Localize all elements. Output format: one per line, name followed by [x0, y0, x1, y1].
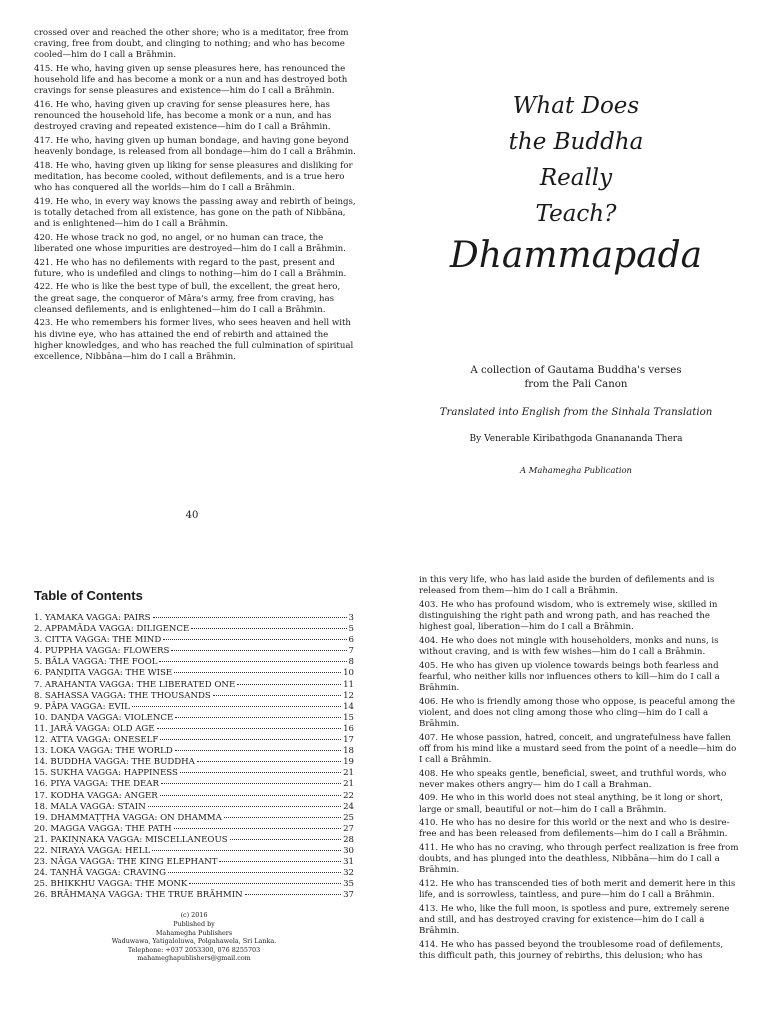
toc-leader-dots [180, 772, 341, 773]
toc-leader-dots [189, 883, 341, 884]
verse: 407. He whose passion, hatred, conceit, and ungratefulness have fallen off from his mind like a mustard seed from the point of a needle—him do I call a Brāhmin. [419, 732, 737, 765]
translated-note: Translated into English from the Sinhala Translation [439, 407, 713, 418]
colophon-line: Mahamegha Publishers [155, 928, 233, 937]
toc-entry-page: 5 [348, 624, 354, 635]
toc-entry[interactable] [34, 846, 354, 857]
toc-leader-dots [161, 783, 341, 784]
verse: 416. He who, having given up craving for sense pleasures here, has renounced the household life, has become a monk or a nun, and has destroyed craving and repeated existence—him do I call a Brāhmin. [34, 100, 332, 133]
verse: 417. He who, having given up human bondage, and having gone beyond heavenly bondage, is released from all bondage—him do I call a Brāhmin. [34, 136, 356, 158]
verse-list [34, 28, 356, 363]
toc-entry[interactable] [34, 813, 354, 824]
toc-entry-label: 3. CITTA VAGGA: THE MIND [34, 635, 162, 646]
toc-entry[interactable] [34, 702, 354, 713]
verse: 410. He who has no desire for this world or the next and who is desire-free and has been released from defilements—him do I call a Brāhmin. [419, 818, 730, 840]
toc-entry-label: 10. DAṆḌA VAGGA: VIOLENCE [34, 712, 174, 723]
main-title: Dhammapada [449, 235, 703, 276]
toc-entry-page: 32 [343, 868, 354, 879]
toc-entry-page: 12 [343, 690, 354, 701]
toc-entry[interactable] [34, 613, 354, 624]
author-line: By Venerable Kiribathgoda Gnanananda Thera [469, 434, 683, 444]
toc-leader-dots [163, 639, 346, 640]
toc-entry-page: 25 [343, 812, 354, 823]
toc-list [34, 613, 354, 901]
verse: 403. He who has profound wisdom, who is extremely wise, skilled in distinguishing the right path and wrong path, and has reached the highest goal, liberation—him do I call a Brāhmin. [419, 599, 718, 633]
cover-title-line: Really [539, 165, 613, 191]
toc-entry[interactable] [34, 890, 354, 901]
verse: 406. He who is friendly among those who oppose, is peaceful among the violent, and does not cling among those who cling—him do I call a Brāhmin. [419, 696, 736, 729]
verse: 422. He who is like the best type of bull, the excellent, the great hero, the great sage, the conqueror of Māra's army, free from craving, has cleansed defilements, and is enlightened—him do I call a Brāhmin. [34, 282, 341, 315]
toc-entry-page: 24 [343, 801, 354, 812]
toc-entry-label: 16. PIYA VAGGA: THE DEAR [34, 779, 159, 790]
toc-entry-page: 19 [343, 757, 354, 768]
toc-entry-page: 27 [343, 823, 354, 834]
colophon-line: Telephone: +037 2053300, 076 8255703 [127, 945, 261, 954]
toc-entry[interactable] [34, 713, 354, 724]
toc-entry-page: 21 [343, 779, 354, 790]
toc-leader-dots [153, 617, 347, 618]
verse: 421. He who has no defilements with regard to the past, present and future, who is undefiled and clings to nothing—him do I call a Brāhmin. [34, 257, 347, 279]
subtitle-line-2: from the Pali Canon [524, 379, 628, 390]
cover-title-line: Teach? [535, 201, 617, 227]
toc-leader-dots [219, 861, 341, 862]
toc-entry-page: 37 [343, 890, 354, 901]
toc-entry[interactable] [34, 824, 354, 835]
toc-entry[interactable] [34, 735, 354, 746]
toc-entry-label: 11. JARĀ VAGGA: OLD AGE [34, 723, 155, 734]
toc-entry-label: 26. BRĀHMAṆA VAGGA: THE TRUE BRĀHMIN [34, 890, 243, 901]
toc-leader-dots [152, 850, 341, 851]
toc-entry[interactable] [34, 746, 354, 757]
toc-entry[interactable] [34, 724, 354, 735]
toc-entry-label: 6. PAṆḌITA VAGGA: THE WISE [34, 668, 173, 679]
toc-entry-label: 24. TAṆHĀ VAGGA: CRAVING [34, 868, 167, 879]
toc-entry-page: 17 [343, 735, 354, 746]
toc-entry-label: 8. SAHASSA VAGGA: THE THOUSANDS [34, 690, 211, 701]
toc-entry-label: 25. BHIKKHU VAGGA: THE MONK [34, 879, 188, 890]
toc-entry[interactable] [34, 757, 354, 768]
toc-heading: Table of Contents [34, 588, 143, 603]
toc-entry[interactable] [34, 879, 354, 890]
toc-entry-page: 14 [343, 701, 354, 712]
cover-title-line: What Does [512, 93, 640, 119]
toc-entry[interactable] [34, 768, 354, 779]
toc-entry[interactable] [34, 624, 354, 635]
toc-entry-label: 1. YAMAKA VAGGA: PAIRS [34, 613, 151, 623]
table-of-contents-page [0, 560, 384, 1024]
toc-entry[interactable] [34, 857, 354, 868]
toc-entry-label: 15. SUKHA VAGGA: HAPPINESS [34, 768, 178, 779]
toc-entry-label: 23. NĀGA VAGGA: THE KING ELEPHANT [34, 857, 218, 868]
toc-entry-page: 28 [343, 834, 354, 845]
toc-entry-page: 35 [343, 879, 354, 890]
toc-leader-dots [168, 872, 341, 873]
toc-entry[interactable] [34, 802, 354, 813]
verse: 413. He who, like the full moon, is spotless and pure, extremely serene and still, and has destroyed craving for existence—him do I call a Brāhmin. [419, 903, 730, 937]
toc-leader-dots [159, 661, 346, 662]
toc-entry-label: 14. BUDDHA VAGGA: THE BUDDHA [34, 757, 195, 768]
toc-leader-dots [174, 672, 341, 673]
toc-entry-label: 4. PUPPHA VAGGA: FLOWERS [34, 646, 170, 657]
verse: 420. He whose track no god, no angel, or no human can trace, the liberated one whose impurities are destroyed—him do I call a Brāhmin. [34, 232, 346, 254]
toc-leader-dots [171, 650, 346, 651]
toc-entry-label: 2. APPAMĀDA VAGGA: DILIGENCE [34, 624, 190, 635]
toc-entry-label: 20. MAGGA VAGGA: THE PATH [34, 823, 172, 834]
toc-entry[interactable] [34, 868, 354, 879]
toc-leader-dots [174, 828, 341, 829]
toc-leader-dots [197, 761, 341, 762]
verse: crossed over and reached the other shore; who is a meditator, free from craving, free from doubt, and clinging to nothing; and who has become cooled—him do I call a Brāhmin. [34, 28, 349, 61]
verse: 423. He who remembers his former lives, who sees heaven and hell with his divine eye, who has attained the end of rebirth and attained the higher knowledges, and who has reached the full culmination of spiritual excellence, Nibbāna—him do I call a Brāhmin. [34, 318, 354, 362]
toc-leader-dots [230, 839, 341, 840]
verse: 412. He who has transcended ties of both merit and demerit here in this life, and is sorrowless, taintless, and pure—him do I call a Brāhmin. [419, 878, 736, 901]
colophon-line: Waduwawa, Yatigaloluwa, Polgahawela, Sri Lanka. [111, 937, 277, 946]
toc-entry[interactable] [34, 646, 354, 657]
page-right [384, 565, 768, 1024]
toc-entry[interactable] [34, 779, 354, 790]
toc-entry-label: 12. ATTA VAGGA: ONESELF [34, 735, 159, 746]
toc-entry-label: 19. DHAMMAṬṬHA VAGGA: ON DHAMMA [34, 812, 222, 823]
toc-entry-label: 18. MALA VAGGA: STAIN [34, 801, 146, 812]
toc-entry[interactable] [34, 791, 354, 802]
verse: 409. He who in this world does not steal anything, be it long or short, large or small, beautiful or not—him do I call a Brāhmin. [419, 793, 723, 815]
toc-leader-dots [175, 750, 341, 751]
toc-entry[interactable] [34, 668, 354, 679]
toc-entry[interactable] [34, 835, 354, 846]
toc-entry[interactable] [34, 657, 354, 668]
toc-entry-page: 3 [348, 613, 354, 623]
toc-entry-label: 13. LOKA VAGGA: THE WORLD [34, 746, 173, 757]
verse: 411. He who has no craving, who through perfect realization is free from doubts, and has plunged into the deathless, Nibbāna—him do I call a Brāhmin. [419, 842, 739, 876]
colophon [34, 911, 354, 963]
toc-leader-dots [160, 739, 341, 740]
toc-entry-page: 10 [343, 668, 354, 679]
verse: 418. He who, having given up liking for sense pleasures and disliking for meditation, has become cooled, without defilements, and is a true hero who has conquered all the worlds—him do I call a Brāhmin. [34, 160, 353, 194]
toc-entry-label: 17. KODHA VAGGA: ANGER [34, 790, 158, 801]
page-number: 40 [185, 510, 199, 521]
toc-leader-dots [224, 817, 341, 818]
toc-entry-label: 21. PAKIṆṆAKA VAGGA: MISCELLANEOUS [34, 834, 228, 845]
toc-leader-dots [148, 806, 341, 807]
toc-entry[interactable] [34, 691, 354, 702]
toc-entry-page: 18 [343, 746, 354, 757]
cover-title-line: the Buddha [508, 129, 644, 155]
toc-entry-label: 5. BĀLA VAGGA: THE FOOL [34, 657, 158, 668]
toc-entry-page: 30 [343, 845, 354, 856]
toc-leader-dots [175, 717, 341, 718]
toc-entry-page: 16 [343, 723, 354, 734]
verse: 408. He who speaks gentle, beneficial, sweet, and truthful words, who never makes others angry— him do I call a Brahman. [419, 768, 727, 790]
toc-entry[interactable] [34, 635, 354, 646]
toc-leader-dots [191, 628, 346, 629]
toc-leader-dots [160, 795, 341, 796]
verse: 419. He who, in every way knows the passing away and rebirth of beings, is totally detached from all existence, has gone on the path of Nibbāna, and is enlightened—him do I call a Brāhmin. [34, 196, 356, 230]
toc-entry-page: 6 [348, 635, 354, 646]
verse: in this very life, who has laid aside the burden of defilements and is released from them—him do I call a Brāhmin. [419, 575, 715, 597]
verse: 415. He who, having given up sense pleasures here, has renounced the household life and has become a monk or a nun and has destroyed both cravings for sense pleasures and existence—him do I call a Brāhmin. [34, 64, 348, 97]
toc-leader-dots [245, 894, 341, 895]
toc-leader-dots [213, 695, 341, 696]
toc-entry-label: 7. ARAHANTA VAGGA: THE LIBERATED ONE [34, 679, 236, 690]
cover-page [384, 0, 768, 530]
cover-title-block [384, 88, 768, 276]
toc-entry-page: 8 [348, 657, 354, 668]
toc-leader-dots [132, 706, 341, 707]
verse: 414. He who has passed beyond the troublesome road of defilements, this difficult path, this journey of rebirths, this delusion; who has [419, 939, 724, 961]
page-40 [0, 0, 384, 530]
toc-entry-page: 22 [343, 790, 354, 801]
colophon-line: Published by [173, 920, 215, 929]
toc-entry-page: 21 [343, 768, 354, 779]
toc-entry-label: 22. NIRAYA VAGGA: HELL [34, 845, 151, 856]
toc-entry-page: 31 [343, 857, 354, 868]
toc-entry-label: 9. PĀPA VAGGA: EVIL [34, 701, 130, 712]
toc-entry-page: 15 [343, 712, 354, 723]
colophon-line: (c) 2016 [180, 911, 208, 920]
subtitle-line-1: A collection of Gautama Buddha's verses [470, 365, 682, 376]
verse: 404. He who does not mingle with householders, monks and nuns, is without craving, and is with few wishes—him do I call a Brāhmin. [419, 635, 719, 657]
publication-line: A Mahamegha Publication [520, 465, 632, 475]
toc-entry[interactable] [34, 680, 354, 691]
verse: 405. He who has given up violence towards beings both fearless and fearful, who neither kills nor influences others to kill—him do I call a Brāhmin. [419, 660, 720, 693]
toc-leader-dots [157, 728, 341, 729]
toc-leader-dots [237, 684, 341, 685]
toc-entry-page: 7 [348, 646, 354, 657]
colophon-line: mahameghapublishers@gmail.com [137, 954, 251, 963]
toc-entry-page: 11 [343, 679, 354, 690]
